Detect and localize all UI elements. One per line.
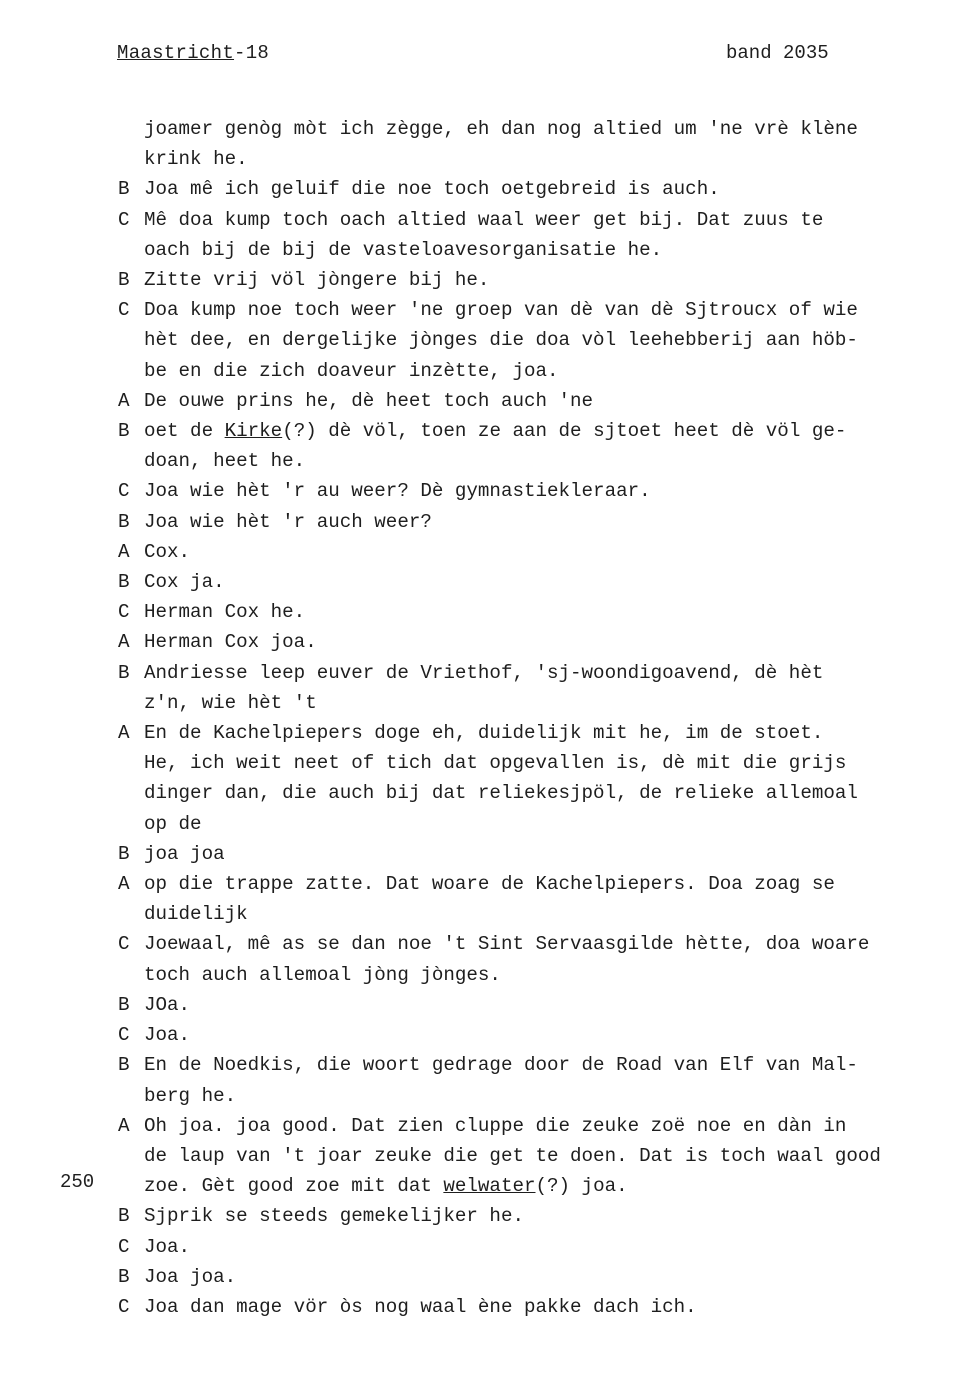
transcript-line: op de <box>144 812 202 835</box>
underlined-word: welwater <box>443 1175 536 1198</box>
transcript-line: joa joa <box>144 842 225 865</box>
transcript-turn <box>118 1201 948 1231</box>
transcript-line: de laup van 't joar zeuke die get te doen. Dat is toch waal good <box>144 1144 881 1167</box>
transcript-turn <box>118 265 948 295</box>
page-header-right: band 2035 <box>726 42 829 64</box>
margin-line-number: 250 <box>60 1171 95 1193</box>
transcript-turn <box>118 114 948 174</box>
transcript-turn <box>118 929 948 989</box>
speaker-label: C <box>118 1024 130 1047</box>
speaker-label: B <box>118 420 130 443</box>
page-header-left <box>117 42 269 64</box>
transcript-line: Joa. <box>144 1235 191 1258</box>
transcript-turn <box>118 1050 948 1110</box>
transcript-line: duidelijk <box>144 903 248 926</box>
speaker-label: C <box>118 933 130 956</box>
transcript-line: Herman Cox he. <box>144 601 306 624</box>
transcript-turn <box>118 658 948 718</box>
transcript-turn <box>118 990 948 1020</box>
transcript-turn <box>118 1111 948 1202</box>
transcript-turn <box>118 295 948 386</box>
speaker-label: A <box>118 540 130 563</box>
transcript-turn <box>118 1232 948 1262</box>
speaker-label: C <box>118 480 130 503</box>
speaker-label: C <box>118 299 130 322</box>
speaker-label: A <box>118 873 130 896</box>
transcript-line: Joa. <box>144 1024 191 1047</box>
speaker-label: A <box>118 631 130 654</box>
transcript-line: toch auch allemoal jòng jònges. <box>144 963 501 986</box>
transcript-line: En de Noedkis, die woort gedrage door de Road van Elf van Mal- <box>144 1054 858 1077</box>
transcript-line: z'n, wie hèt 't <box>144 691 317 714</box>
transcript-turn <box>118 205 948 265</box>
speaker-label: B <box>118 269 130 292</box>
header-page-suffix: -18 <box>234 42 270 64</box>
transcript-line: Cox ja. <box>144 571 225 594</box>
transcript-line: op die trappe zatte. Dat woare de Kachelpiepers. Doa zoag se <box>144 873 835 896</box>
transcript-turn <box>118 627 948 657</box>
transcript-turn <box>118 718 948 839</box>
transcript-line: krink he. <box>144 148 248 171</box>
transcript-turn <box>118 507 948 537</box>
transcript-turn <box>118 1262 948 1292</box>
transcript-turn <box>118 839 948 869</box>
transcript-line: He, ich weit neet of tich dat opgevallen is, dè mit die grijs <box>144 752 847 775</box>
transcript-turn <box>118 476 948 506</box>
speaker-label: B <box>118 993 130 1016</box>
speaker-label: A <box>118 722 130 745</box>
transcript-line: Andriesse leep euver de Vriethof, 'sj-woondigoavend, dè hèt <box>144 661 824 684</box>
speaker-label: B <box>118 510 130 533</box>
transcript-line: hèt dee, en dergelijke jònges die doa vòl leehebberij aan höb- <box>144 329 858 352</box>
speaker-label: B <box>118 178 130 201</box>
transcript-turn <box>118 1020 948 1050</box>
underlined-word: Kirke <box>224 420 283 443</box>
transcript-turn <box>118 1292 948 1322</box>
transcript-line: berg he. <box>144 1084 237 1107</box>
speaker-label: B <box>118 842 130 865</box>
transcript-line: En de Kachelpiepers doge eh, duidelijk mit he, im de stoet. <box>144 722 824 745</box>
transcript-line: be en die zich doaveur inzètte, joa. <box>144 359 559 382</box>
transcript-line: Sjprik se steeds gemekelijker he. <box>144 1205 524 1228</box>
transcript-line: joamer genòg mòt ich zègge, eh dan nog altied um 'ne vrè klène <box>144 118 858 140</box>
transcript-line: Joa joa. <box>144 1265 237 1288</box>
transcript-turn <box>118 174 948 204</box>
transcript-turn <box>118 597 948 627</box>
transcript-line: Herman Cox joa. <box>144 631 317 654</box>
speaker-label: A <box>118 1114 130 1137</box>
transcript-turn <box>118 567 948 597</box>
speaker-label: B <box>118 571 130 594</box>
transcript-turn <box>118 386 948 416</box>
transcript-line: Oh joa. joa good. Dat zien cluppe die zeuke zoë noe en dàn in <box>144 1114 847 1137</box>
speaker-label: B <box>118 1054 130 1077</box>
transcript-line: doan, heet he. <box>144 450 306 473</box>
transcript-line: Joa dan mage vör òs nog waal ène pakke dach ich. <box>144 1295 697 1318</box>
speaker-label: B <box>118 1265 130 1288</box>
transcript-line: Joa wie hèt 'r au weer? Dè gymnastiekleraar. <box>144 480 651 503</box>
transcript-line: oet de Kirke(?) dè völ, toen ze aan de sjtoet heet dè völ ge- <box>144 420 847 443</box>
transcript-line: oach bij de bij de vasteloavesorganisatie he. <box>144 238 663 261</box>
transcript-line: Zitte vrij völ jòngere bij he. <box>144 269 490 292</box>
speaker-label: A <box>118 389 130 412</box>
speaker-label: B <box>118 661 130 684</box>
speaker-label: B <box>118 1205 130 1228</box>
speaker-label: C <box>118 1295 130 1318</box>
speaker-label: C <box>118 208 130 231</box>
speaker-label: C <box>118 1235 130 1258</box>
transcript-line: Joa wie hèt 'r auch weer? <box>144 510 432 533</box>
transcript-turn <box>118 869 948 929</box>
speaker-label: C <box>118 601 130 624</box>
transcript-line: De ouwe prins he, dè heet toch auch 'ne <box>144 389 594 412</box>
transcript-turn <box>118 537 948 567</box>
transcript-line: Doa kump noe toch weer 'ne groep van dè van dè Sjtroucx of wie <box>144 299 858 322</box>
transcript-line: dinger dan, die auch bij dat reliekesjpöl, de relieke allemoal <box>144 782 858 805</box>
transcript-line: Joa mê ich geluif die noe toch oetgebreid is auch. <box>144 178 720 201</box>
transcript-line: Cox. <box>144 540 191 563</box>
transcript-line: Mê doa kump toch oach altied waal weer get bij. Dat zuus te <box>144 208 824 231</box>
transcript-line: JOa. <box>144 993 191 1016</box>
transcript-line: Joewaal, mê as se dan noe 't Sint Servaasgilde hètte, doa woare <box>144 933 870 956</box>
transcript-line: zoe. Gèt good zoe mit dat welwater(?) joa. <box>144 1175 628 1198</box>
transcript-turn <box>118 416 948 476</box>
header-place: Maastricht <box>117 42 235 64</box>
transcript <box>118 114 948 1322</box>
